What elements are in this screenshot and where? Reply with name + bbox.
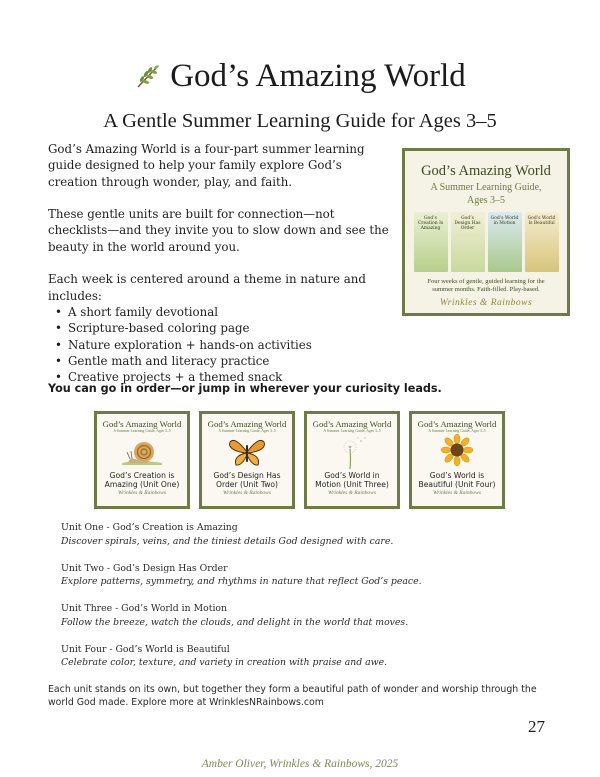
list-item: • A short family devotional (48, 304, 394, 320)
unit-description (61, 602, 551, 629)
unit-card-three (304, 411, 400, 509)
list-item: • Scripture-based coloring page (48, 320, 394, 336)
unit-card-series: God’s Amazing World (102, 419, 182, 429)
unit-card-series: God’s Amazing World (207, 419, 287, 429)
unit-card-series-sub: A Summer Learning Guide, Ages 3–5 (218, 429, 276, 433)
unit-description-text: Celebrate color, texture, and variety in creation with praise and awe. (61, 657, 388, 668)
closing-paragraph: Each unit stands on its own, but together they form a beautiful path of wonder and worship through the world God made. Explore more at WrinklesNRainbows.com (48, 684, 537, 708)
cover-books (411, 212, 561, 272)
unit-card-series-sub: A Summer Learning Guide, Ages 3–5 (113, 429, 171, 433)
unit-description (61, 562, 551, 589)
sunflower-icon (437, 434, 477, 470)
cover-book (414, 212, 448, 272)
guide-cover-image (402, 148, 570, 316)
unit-description (61, 521, 551, 548)
cover-book (525, 212, 559, 272)
unit-card-name: God’s World is (429, 471, 485, 480)
title-text: God’s Amazing World (170, 58, 466, 94)
unit-description-text: Explore patterns, symmetry, and rhythms in nature that reflect God’s peace. (61, 576, 422, 587)
page-number: 27 (528, 717, 545, 736)
cover-description: Four weeks of gentle, guided learning for the (427, 278, 545, 285)
footer-credit: Amber Oliver, Wrinkles & Rainbows, 2025 (201, 758, 399, 770)
unit-card-two (199, 411, 295, 509)
cover-book-title: God’s Creation Is Amazing (417, 216, 444, 231)
intro-paragraph: Each week is centered around a theme in nature and includes: (48, 272, 366, 303)
unit-card-brand: Wrinkles & Rainbows (118, 490, 166, 496)
unit-description-name: Unit Three - God’s World in Motion (61, 603, 228, 614)
unit-cards (94, 411, 504, 509)
unit-card-series-sub: A Summer Learning Guide, Ages 3–5 (323, 429, 381, 433)
cover-book-title: God’s Design Has Order (454, 216, 481, 231)
cover-subtitle: Ages 3–5 (466, 195, 506, 206)
cover-book-title: God’s World Is Beautiful (527, 216, 556, 226)
butterfly-icon (227, 436, 267, 468)
cover-book (451, 212, 485, 272)
unit-card-series: God’s Amazing World (312, 419, 392, 429)
unit-card-name: Order (Unit Two) (215, 480, 279, 489)
cover-title: God’s Amazing World (421, 163, 551, 179)
unit-description-name: Unit One - God’s Creation is Amazing (61, 522, 238, 533)
cover-brand: Wrinkles & Rainbows (439, 298, 533, 308)
snail-icon (118, 437, 166, 467)
cover-subtitle: A Summer Learning Guide, (430, 182, 542, 193)
tagline: You can go in order—or jump in wherever your curiosity leads. (48, 382, 442, 395)
cover-book (488, 212, 522, 272)
includes-list (48, 304, 394, 385)
unit-card-series: God’s Amazing World (417, 419, 497, 429)
unit-card-one (94, 411, 190, 509)
dandelion-icon (332, 435, 372, 469)
intro-paragraph: God’s Amazing World is a four-part summer learning guide designed to help your family explore God’s creation through wonder, play, and faith. (48, 142, 365, 189)
unit-card-name: Motion (Unit Three) (315, 480, 389, 489)
unit-card-series-sub: A Summer Learning Guide, Ages 3–5 (428, 429, 486, 433)
unit-card-name: God’s Creation is (109, 471, 175, 480)
list-item: • Nature exploration + hands-on activities (48, 337, 394, 353)
unit-description-text: Discover spirals, veins, and the tiniest details God designed with care. (61, 535, 394, 547)
unit-descriptions (61, 521, 551, 683)
intro-section (48, 141, 394, 385)
unit-description-text: Follow the breeze, watch the clouds, and delight in the world that moves. (61, 616, 409, 628)
unit-card-four (409, 411, 505, 509)
unit-card-name: God’s Design Has (213, 471, 281, 480)
unit-description (61, 643, 551, 670)
list-item: • Creative projects + a themed snack (48, 369, 394, 385)
unit-card-name: God’s World in (324, 471, 380, 480)
unit-description-name: Unit Two - God’s Design Has Order (61, 562, 228, 574)
sprig-icon (134, 62, 162, 90)
page-subtitle: A Gentle Summer Learning Guide for Ages 3–5 (103, 110, 497, 132)
cover-description: summer months. Faith-filled. Play-based. (432, 286, 540, 293)
cover-book-title: God’s World in Motion (490, 216, 519, 226)
list-item: • Gentle math and literacy practice (48, 353, 394, 369)
unit-card-name: Amazing (Unit One) (104, 480, 180, 489)
intro-paragraph: These gentle units are built for connection—not checklists—and they invite you to slow down and see the beauty in the world around you. (48, 207, 389, 254)
unit-description-name: Unit Four - God’s World is Beautiful (61, 643, 230, 655)
unit-card-brand: Wrinkles & Rainbows (328, 490, 376, 496)
unit-card-brand: Wrinkles & Rainbows (223, 490, 271, 496)
unit-card-brand: Wrinkles & Rainbows (433, 490, 481, 496)
page-title (0, 58, 600, 95)
unit-card-name: Beautiful (Unit Four) (418, 480, 496, 489)
